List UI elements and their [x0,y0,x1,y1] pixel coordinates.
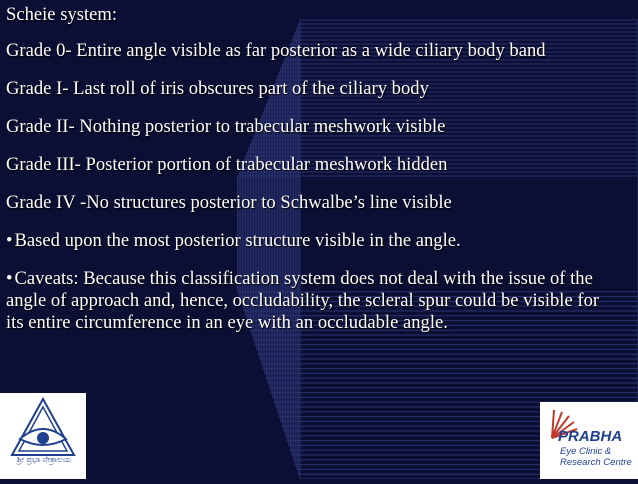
bullet-text: Based upon the most posterior structure visible in the angle. [14,230,461,251]
grade-2: Grade II- Nothing posterior to trabecular meshwork visible [6,116,446,137]
slide-title: Scheie system: [6,4,118,25]
bullet-item [6,230,606,252]
bullet-item [6,268,606,334]
grade-1: Grade I- Last roll of iris obscures part of the ciliary body [6,78,429,99]
bullet-text: Caveats: Because this classification system does not deal with the issue of the angle of approach and, hence, occludability, the scleral spur could be visible for its entire circumference in an eye with an occludable angle. [6,268,600,333]
grade-3: Grade III- Posterior portion of trabecular meshwork hidden [6,154,448,175]
clinic-emblem-logo [0,393,86,479]
bullet-icon: • [6,268,13,289]
prabha-brand-name: PRABHA [558,428,623,445]
slide-content [6,4,606,350]
prabha-tagline [560,446,638,468]
prabha-tagline-line1: Eye Clinic & [560,446,612,457]
bullet-icon: • [6,230,13,251]
prabha-tagline-line2: Research Centre [560,457,632,468]
eye-emblem-icon [0,393,86,479]
grade-0: Grade 0- Entire angle visible as far posterior as a wide ciliary body band [6,40,546,61]
grade-4: Grade IV -No structures posterior to Schwalbe’s line visible [6,192,452,213]
clinic-name-kannada: ಶ್ರೀ ಪ್ರಭಾ ನೇತ್ರಾಲಯ [16,455,72,464]
